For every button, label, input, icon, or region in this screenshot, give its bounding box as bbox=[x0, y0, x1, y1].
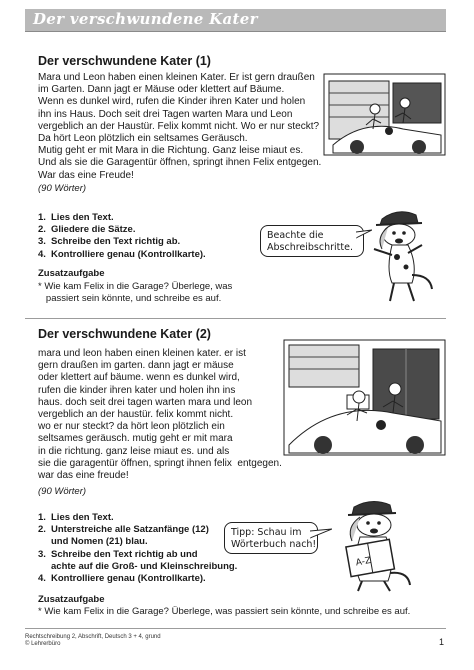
footer-divider bbox=[25, 628, 446, 629]
task-number: 1. bbox=[38, 512, 46, 523]
text-line: in die richtung. ganz leise miaut es. und als bbox=[38, 445, 230, 457]
task-text: Kontrolliere genau (Kontrollkarte). bbox=[51, 573, 206, 585]
task-item bbox=[38, 224, 206, 236]
text-line: gern draußen im garten. dann jagt er mäuse bbox=[38, 360, 234, 372]
section2-title: Der verschwundene Kater (2) bbox=[38, 327, 211, 341]
footer-source-line: Rechtschreibung 2, Abschrift, Deutsch 3 + 4, grund bbox=[25, 634, 161, 640]
speech-bubble-tip bbox=[224, 522, 318, 554]
section2-tasks bbox=[38, 512, 237, 585]
task-number: 4. bbox=[38, 248, 46, 260]
bubble-line: Wörterbuch nach! bbox=[231, 538, 317, 550]
speech-bubble-hint bbox=[260, 225, 364, 257]
task-text: Unterstreiche alle Satzanfänge (12) bbox=[51, 524, 209, 536]
task-number: 2. bbox=[38, 524, 46, 536]
section2-word-count: (90 Wörter) bbox=[38, 486, 87, 497]
section1-zusatz-heading: Zusatzaufgabe bbox=[38, 268, 105, 279]
text-line: vergeblich an der haustür. felix kommt nicht. bbox=[38, 409, 234, 421]
text-line: war das eine freude! bbox=[38, 470, 129, 482]
task-text: Lies den Text. bbox=[51, 212, 114, 223]
text-line: Mutig geht er mit Mara in die Richtung. Ganz leise miaut es. bbox=[38, 145, 304, 157]
bubble-line: Abschreibschritte. bbox=[267, 241, 353, 253]
task-number: 3. bbox=[38, 548, 46, 560]
task-item bbox=[38, 236, 206, 248]
section2-zusatz-text bbox=[38, 606, 410, 618]
text-line: sie die garagentür öffnen, springt ihnen felix entgegen. bbox=[38, 457, 282, 469]
task-item bbox=[38, 549, 237, 561]
task-item bbox=[38, 524, 237, 536]
bubble-line: Beachte die bbox=[267, 230, 324, 241]
task-text: Lies den Text. bbox=[51, 512, 114, 523]
task-item bbox=[38, 249, 206, 261]
text-line: vergeblich an der Haustür. Felix kommt nicht. Wo er nur steckt? bbox=[38, 120, 320, 132]
text-line: wo er nur steckt? da hört leon plötzlich ein bbox=[38, 421, 225, 433]
section1-text bbox=[38, 72, 321, 182]
section1-tasks bbox=[38, 212, 206, 261]
text-line: ihn ins Haus. Doch seit drei Tagen warten Mara und Leon bbox=[38, 108, 293, 120]
header-bar bbox=[25, 9, 446, 32]
task-item bbox=[38, 573, 237, 585]
text-line: im Garten. Dann jagt er Mäuse oder klettert auf Bäume. bbox=[38, 84, 285, 96]
zusatz-line: * Wie kam Felix in die Garage? Überlege, was bbox=[38, 281, 233, 292]
zusatz-line: * Wie kam Felix in die Garage? Überlege, was passiert sein könnte, und schreibe es auf. bbox=[38, 606, 411, 617]
text-line: mara und leon haben einen kleinen kater. er ist bbox=[38, 348, 246, 359]
bubble-tail-icon bbox=[310, 527, 332, 543]
task-text: Gliedere die Sätze. bbox=[51, 224, 136, 236]
zusatz-line: passiert sein könnte, und schreibe es auf. bbox=[38, 293, 222, 304]
text-line: Wenn es dunkel wird, rufen die Kinder ihren Kater und holen bbox=[38, 96, 306, 108]
text-line: seltsames geräusch. mutig geht er mit mara bbox=[38, 433, 233, 445]
bubble-line: Tipp: Schau im bbox=[231, 527, 302, 538]
footer-source-line: © Lehrerbüro bbox=[25, 641, 61, 647]
task-text: und Nomen (21) blau. bbox=[51, 536, 148, 548]
garage-scene-illustration bbox=[283, 339, 446, 456]
text-line: Mara und Leon haben einen kleinen Kater. Er ist gern draußen bbox=[38, 72, 315, 83]
garage-scene-illustration bbox=[323, 73, 446, 156]
section1-title: Der verschwundene Kater (1) bbox=[38, 54, 211, 68]
section1-zusatz-text bbox=[38, 281, 232, 305]
section2-zusatz-heading: Zusatzaufgabe bbox=[38, 594, 105, 605]
text-line: haus. doch seit drei tagen warten mara und leon bbox=[38, 396, 253, 408]
text-line: oder klettert auf bäume. wenn es dunkel wird, bbox=[38, 372, 240, 384]
task-item-continuation bbox=[38, 536, 237, 548]
text-line: Da hört Leon plötzlich ein seltsames Geräusch. bbox=[38, 133, 248, 145]
section2-text bbox=[38, 348, 282, 482]
page-title: Der verschwundene Kater bbox=[33, 10, 258, 28]
task-number: 3. bbox=[38, 236, 46, 248]
task-item bbox=[38, 512, 237, 524]
task-text: achte auf die Groß- und Kleinschreibung. bbox=[51, 560, 238, 572]
task-number: 4. bbox=[38, 573, 46, 585]
task-item-continuation bbox=[38, 561, 237, 573]
text-line: War das eine Freude! bbox=[38, 169, 134, 181]
task-text: Kontrolliere genau (Kontrollkarte). bbox=[51, 248, 206, 260]
task-item bbox=[38, 212, 206, 224]
text-line: rufen die kinder ihren kater und holen ihn ins bbox=[38, 384, 236, 396]
task-number: 2. bbox=[38, 224, 46, 236]
text-line: Und als sie die Garagentür öffnen, springt ihnen Felix entgegen. bbox=[38, 157, 322, 169]
task-text: Schreibe den Text richtig ab. bbox=[51, 236, 181, 248]
task-text: Schreibe den Text richtig ab und bbox=[51, 548, 198, 560]
section-divider bbox=[25, 318, 446, 319]
page-number: 1 bbox=[439, 637, 445, 647]
task-number: 1. bbox=[38, 212, 46, 223]
footer-source bbox=[25, 634, 161, 648]
book-label: A-Z bbox=[355, 555, 372, 569]
section1-word-count: (90 Wörter) bbox=[38, 183, 87, 194]
dog-reading-dictionary-illustration bbox=[330, 497, 416, 593]
dog-with-cap-illustration bbox=[368, 205, 444, 305]
